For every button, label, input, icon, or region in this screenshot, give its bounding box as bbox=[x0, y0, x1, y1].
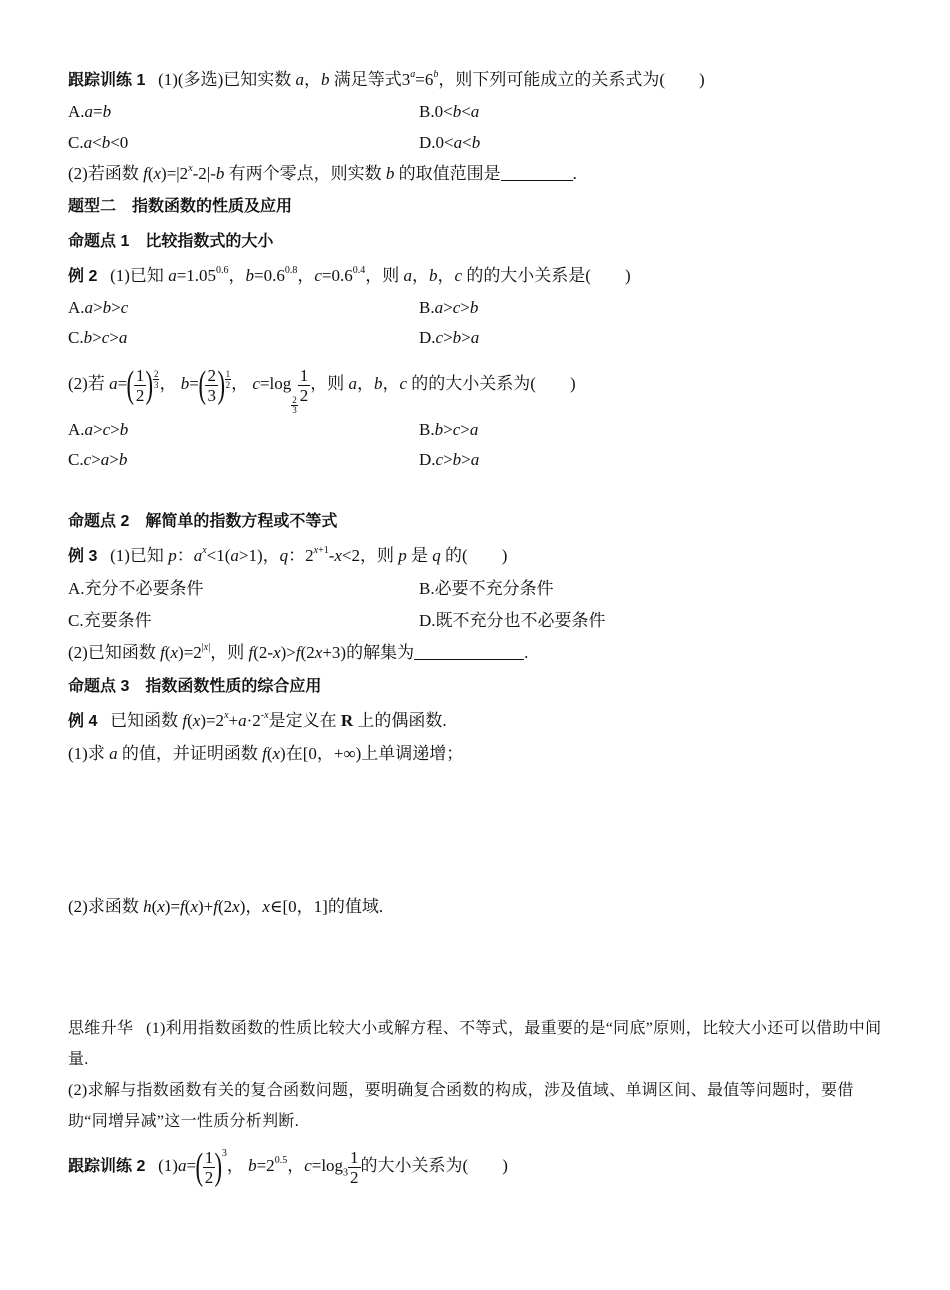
thinking-p1: 思维升华 (1)利用指数函数的性质比较大小或解方程、不等式，最重要的是“同底”原则，比较大小还可以借助中间量. bbox=[68, 1020, 882, 1068]
option-d[interactable]: D.既不充分也不必要条件 bbox=[419, 611, 606, 630]
answer-blank[interactable] bbox=[501, 164, 573, 181]
point1-title: 命题点 1 比较指数式的大小 bbox=[68, 233, 274, 250]
point2-title: 命题点 2 解简单的指数方程或不等式 bbox=[68, 513, 338, 530]
option-c[interactable]: C.c>a>b bbox=[68, 450, 128, 469]
option-c[interactable]: C.充要条件 bbox=[68, 611, 152, 630]
option-c[interactable]: C.a<b<0 bbox=[68, 133, 129, 152]
answer-blank[interactable] bbox=[414, 643, 524, 660]
example2-q1: 例 2 (1)已知 $a=1.05^{0.6}$，$b=0.6^{0.8}$，$c=0.6^{0.4}$，则 a，b，c 的的大小关系是( ) bbox=[68, 265, 631, 285]
exercise2-q1: 跟踪训练 2 (1)a=( $\frac{1}{2}$ )$^3$， $b=2^{0.5}$，$c=\log_3$ $\frac{1}{2}$ 的大小关系为( ) bbox=[68, 1146, 508, 1189]
option-d[interactable]: D.c>b>a bbox=[419, 328, 480, 347]
example4-q2: (2)求函数 h(x)=f(x)+f(2x)，x∈[0，1]的值域. bbox=[68, 897, 384, 916]
example3-q1: 例 3 (1)已知 p：$a^x<1(a>1)$，q：$2^{x+1}-x<2$，则 p 是 q 的( ) bbox=[68, 545, 508, 565]
thinking-label: 思维升华 bbox=[68, 1020, 134, 1037]
option-b[interactable]: B.a>c>b bbox=[419, 298, 479, 317]
option-a[interactable]: A.充分不必要条件 bbox=[68, 579, 204, 598]
option-d[interactable]: D.0<a<b bbox=[419, 133, 481, 152]
example3-q2: (2)已知函数 $f(x)=2^{|x|}$，则 f(2-x)>f(2x+3)的解集为 . bbox=[68, 642, 529, 662]
exercise1-q1: 跟踪训练 1 (1)(多选)已知实数 a，b 满足等式$3^a=6^b$，则下列可能成立的关系式为( ) bbox=[68, 69, 705, 89]
example4-q1: (1)求 a 的值，并证明函数 f(x)在[0，+∞)上单调递增； bbox=[68, 744, 464, 763]
section-title: 题型二 指数函数的性质及应用 bbox=[68, 198, 293, 215]
option-b[interactable]: B.0<b<a bbox=[419, 102, 480, 121]
exercise1-heading: 跟踪训练 1 bbox=[68, 72, 146, 89]
example4-stem: 例 4 已知函数 $f(x)=2^x+a\cdot 2^{-x}$是定义在 R 上的偶函数. bbox=[68, 710, 447, 730]
option-a[interactable]: A.a>b>c bbox=[68, 298, 129, 317]
thinking-p2: (2)求解与指数函数有关的复合函数问题，要明确复合函数的构成，涉及值域、单调区间、最值等问题时，要借助“同增异减”这一性质分析判断. bbox=[68, 1082, 854, 1130]
option-b[interactable]: B.必要不充分条件 bbox=[419, 579, 554, 598]
point3-title: 命题点 3 指数函数性质的综合应用 bbox=[68, 678, 322, 695]
example2-q2: (2)若 a=( $\frac{1}{2}$ ) $\frac{2}{3}$ ， b=( $\frac{2}{3}$ ) $\frac{1}{2}$ ， c=log $\frac{2}{3}$ $\frac{1}{2}$ ，则 a，b，c 的的大小关系为( ) bbox=[68, 364, 576, 415]
option-d[interactable]: D.c>b>a bbox=[419, 450, 480, 469]
option-a[interactable]: A.a>c>b bbox=[68, 420, 129, 439]
option-a[interactable]: A.a=b bbox=[68, 102, 112, 121]
option-c[interactable]: C.b>c>a bbox=[68, 328, 128, 347]
option-b[interactable]: B.b>c>a bbox=[419, 420, 479, 439]
exercise1-q2: (2)若函数 $f(x)=|2^x-2|-b$ 有两个零点，则实数 b 的取值范围是 . bbox=[68, 163, 577, 183]
